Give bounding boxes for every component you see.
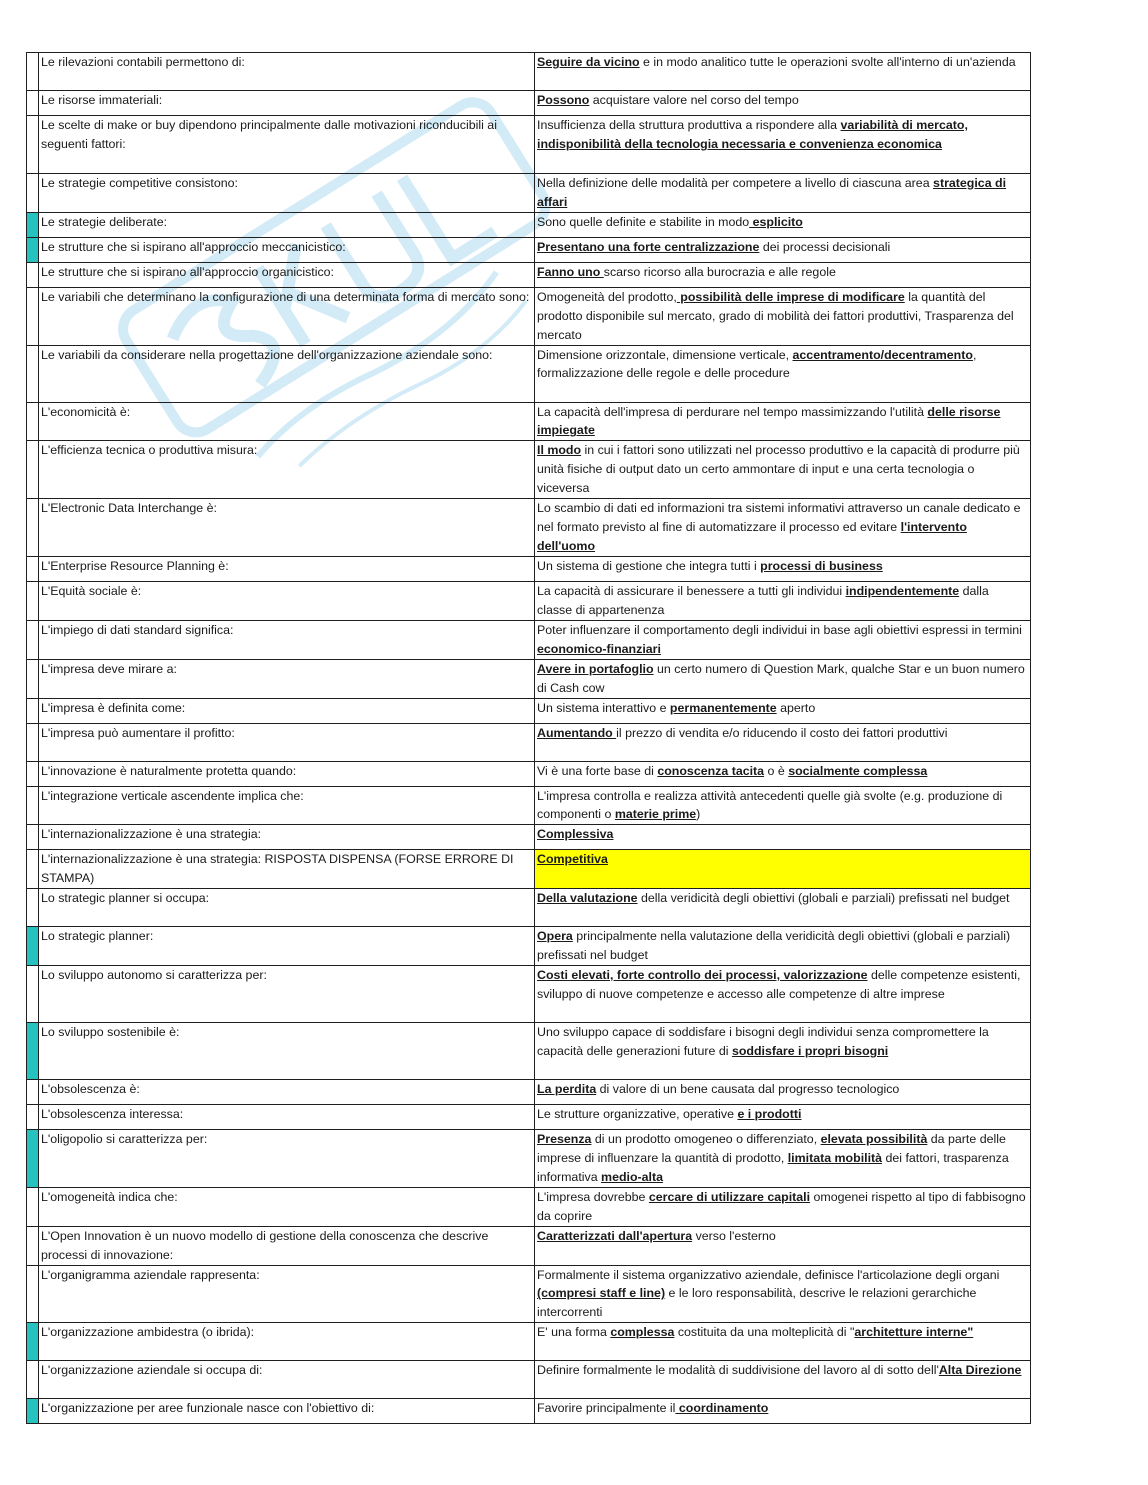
row-marker bbox=[27, 402, 39, 441]
answer-keyword: Presenza bbox=[537, 1131, 592, 1146]
answer-cell bbox=[535, 262, 1031, 287]
question-cell: L'internazionalizzazione è una strategia: bbox=[39, 825, 535, 850]
table-row bbox=[27, 1265, 1031, 1323]
answer-cell bbox=[535, 965, 1031, 1022]
row-marker bbox=[27, 698, 39, 723]
question-cell: L'impresa deve mirare a: bbox=[39, 659, 535, 698]
table-row bbox=[27, 441, 1031, 499]
answer-text: Lo scambio di dati ed informazioni tra sistemi informativi attraverso un canale dedicato e nel formato previsto al fine di automatizzare il processo ed evitare bbox=[537, 501, 1021, 535]
row-marker bbox=[27, 659, 39, 698]
table-row bbox=[27, 237, 1031, 262]
row-marker bbox=[27, 825, 39, 850]
question-cell: Lo strategic planner: bbox=[39, 927, 535, 966]
answer-cell bbox=[535, 889, 1031, 927]
row-marker bbox=[27, 761, 39, 786]
answer-text: Formalmente il sistema organizzativo aziendale, definisce l'articolazione degli organi bbox=[537, 1267, 1000, 1282]
table-row bbox=[27, 786, 1031, 825]
row-marker bbox=[27, 965, 39, 1022]
answer-keyword: Alta Direzione bbox=[938, 1363, 1022, 1378]
answer-keyword: Presentano una forte centralizzazione bbox=[537, 239, 760, 254]
answer-keyword: Il modo bbox=[537, 443, 582, 458]
question-cell: L'organizzazione per aree funzionale nasce con l'obiettivo di: bbox=[39, 1399, 535, 1424]
answer-text: Definire formalmente le modalità di suddivisione del lavoro al di sotto dell' bbox=[537, 1363, 939, 1378]
quiz-table-body bbox=[27, 53, 1031, 1424]
table-row bbox=[27, 174, 1031, 213]
answer-text: L'impresa controlla e realizza attività antecedenti quelle già svolte (e.g. produzione di componenti o bbox=[537, 788, 1003, 822]
answer-text: scarso ricorso alla burocrazia e alle regole bbox=[603, 264, 836, 279]
question-cell: Le scelte di make or buy dipendono principalmente dalle motivazioni riconducibili ai seguenti fattori: bbox=[39, 116, 535, 174]
answer-text: e le loro responsabilità, descrive le relazioni gerarchiche intercorrenti bbox=[537, 1286, 977, 1320]
row-marker bbox=[27, 1104, 39, 1129]
answer-text: Nella definizione delle modalità per competere a livello di ciascuna area bbox=[537, 176, 934, 190]
question-cell: L'efficienza tecnica o produttiva misura: bbox=[39, 441, 535, 499]
answer-keyword: coordinamento bbox=[675, 1401, 769, 1416]
table-row bbox=[27, 1323, 1031, 1361]
answer-text: , formalizzazione delle regole e delle procedure bbox=[537, 347, 977, 381]
answer-keyword: processi di business bbox=[760, 559, 883, 574]
question-cell: L'Open Innovation è un nuovo modello di gestione della conoscenza che descrive processi di innovazione: bbox=[39, 1226, 535, 1265]
answer-cell bbox=[535, 345, 1031, 402]
answer-cell bbox=[535, 1226, 1031, 1265]
answer-text: Favorire principalmente il bbox=[537, 1401, 676, 1416]
question-cell: L'impresa è definita come: bbox=[39, 698, 535, 723]
answer-keyword: socialmente complessa bbox=[788, 763, 928, 778]
answer-cell bbox=[535, 927, 1031, 966]
answer-text: della veridicità degli obiettivi (globali e parziali) prefissati nel budget bbox=[637, 891, 1010, 906]
answer-text: in cui i fattori sono utilizzati nel processo produttivo e la capacità di produrre più unità fisiche di output dato un certo ammontare di input e una certa tecnologia o viceversa bbox=[537, 443, 1020, 496]
quiz-table bbox=[26, 52, 1031, 1424]
table-row bbox=[27, 825, 1031, 850]
answer-text: Dimensione orizzontale, dimensione verticale, bbox=[537, 347, 793, 362]
answer-keyword: (compresi staff e line) bbox=[537, 1286, 666, 1301]
table-row bbox=[27, 698, 1031, 723]
question-cell: L'impresa può aumentare il profitto: bbox=[39, 723, 535, 761]
question-cell: Le strategie deliberate: bbox=[39, 212, 535, 237]
answer-cell bbox=[535, 1361, 1031, 1399]
question-cell: Le strutture che si ispirano all'approccio organicistico: bbox=[39, 262, 535, 287]
question-cell: Le strategie competitive consistono: bbox=[39, 174, 535, 213]
answer-cell bbox=[535, 174, 1031, 213]
table-row bbox=[27, 1361, 1031, 1399]
question-cell: L'internazionalizzazione è una strategia: RISPOSTA DISPENSA (FORSE ERRORE DI STAMPA) bbox=[39, 850, 535, 889]
table-row bbox=[27, 1129, 1031, 1187]
table-row bbox=[27, 582, 1031, 621]
answer-cell bbox=[535, 698, 1031, 723]
answer-text: e in modo analitico tutte le operazioni svolte all'interno di un'azienda bbox=[639, 55, 1016, 69]
row-marker bbox=[27, 850, 39, 889]
answer-keyword: economico-finanziari bbox=[537, 641, 661, 656]
answer-keyword: variabilità di mercato, indisponibilità della tecnologia necessaria e convenienza economica bbox=[537, 118, 968, 151]
answer-cell bbox=[535, 1022, 1031, 1079]
row-marker bbox=[27, 1361, 39, 1399]
answer-text: omogenei rispetto al tipo di fabbisogno da coprire bbox=[537, 1189, 1026, 1223]
question-cell: L'Equità sociale è: bbox=[39, 582, 535, 621]
table-row bbox=[27, 1399, 1031, 1424]
row-marker bbox=[27, 262, 39, 287]
question-cell: L'organizzazione aziendale si occupa di: bbox=[39, 1361, 535, 1399]
row-marker bbox=[27, 786, 39, 825]
question-cell: Lo sviluppo sostenibile è: bbox=[39, 1022, 535, 1079]
table-row bbox=[27, 1104, 1031, 1129]
answer-cell bbox=[535, 1265, 1031, 1323]
answer-cell bbox=[535, 1187, 1031, 1226]
answer-text: verso l'esterno bbox=[692, 1228, 776, 1243]
answer-keyword: Seguire da vicino bbox=[537, 55, 640, 69]
question-cell: Le risorse immateriali: bbox=[39, 91, 535, 116]
answer-keyword: Competitiva bbox=[537, 852, 608, 867]
table-row bbox=[27, 557, 1031, 582]
row-marker bbox=[27, 1187, 39, 1226]
answer-text: delle competenze esistenti, sviluppo di nuove competenze e accesso alle competenze di altre imprese bbox=[537, 967, 1021, 1001]
answer-keyword: indipendentemente bbox=[845, 584, 960, 599]
answer-text: dei fattori, trasparenza informativa bbox=[537, 1150, 1009, 1184]
row-marker-highlighted bbox=[27, 1323, 39, 1361]
answer-text: costituita da una molteplicità di " bbox=[674, 1325, 855, 1340]
table-row bbox=[27, 761, 1031, 786]
answer-text: un certo numero di Question Mark, qualche Star e un buon numero di Cash cow bbox=[537, 661, 1025, 695]
question-cell: Lo strategic planner si occupa: bbox=[39, 889, 535, 927]
row-marker bbox=[27, 174, 39, 213]
row-marker bbox=[27, 91, 39, 116]
answer-keyword: Fanno uno bbox=[537, 264, 604, 279]
row-marker-highlighted bbox=[27, 1022, 39, 1079]
answer-keyword: accentramento/decentramento bbox=[792, 347, 973, 362]
answer-text: Insufficienza della struttura produttiva a rispondere alla bbox=[537, 118, 841, 132]
answer-keyword: delle risorse impiegate bbox=[537, 404, 1001, 438]
answer-text: aperto bbox=[776, 700, 816, 715]
answer-cell bbox=[535, 287, 1031, 345]
answer-cell bbox=[535, 1399, 1031, 1424]
question-cell: L'omogeneità indica che: bbox=[39, 1187, 535, 1226]
table-row bbox=[27, 402, 1031, 441]
answer-keyword: limitata mobilità bbox=[787, 1150, 883, 1165]
answer-cell bbox=[535, 1129, 1031, 1187]
table-row bbox=[27, 723, 1031, 761]
answer-keyword: Aumentando bbox=[537, 725, 617, 740]
answer-cell bbox=[535, 212, 1031, 237]
answer-keyword: l'intervento dell'uomo bbox=[537, 520, 967, 554]
answer-keyword: architetture interne" bbox=[854, 1325, 974, 1340]
answer-keyword: Opera bbox=[537, 929, 573, 944]
answer-text: di valore di un bene causata dal progresso tecnologico bbox=[596, 1081, 900, 1096]
answer-text: Uno sviluppo capace di soddisfare i bisogni degli individui senza compromettere la capacità delle generazioni future di bbox=[537, 1024, 989, 1058]
row-marker bbox=[27, 620, 39, 659]
row-marker bbox=[27, 1265, 39, 1323]
answer-cell bbox=[535, 761, 1031, 786]
answer-keyword: Della valutazione bbox=[537, 891, 638, 906]
answer-cell bbox=[535, 786, 1031, 825]
table-row bbox=[27, 212, 1031, 237]
table-row bbox=[27, 499, 1031, 557]
answer-keyword: Avere in portafoglio bbox=[537, 661, 654, 676]
answer-keyword: esplicito bbox=[749, 214, 803, 229]
question-cell: L'integrazione verticale ascendente implica che: bbox=[39, 786, 535, 825]
row-marker-highlighted bbox=[27, 927, 39, 966]
answer-cell bbox=[535, 723, 1031, 761]
answer-cell bbox=[535, 499, 1031, 557]
table-row bbox=[27, 262, 1031, 287]
answer-text: La capacità dell'impresa di perdurare nel tempo massimizzando l'utilità bbox=[537, 404, 928, 419]
answer-cell bbox=[535, 825, 1031, 850]
answer-keyword: elevata possibilità bbox=[820, 1131, 928, 1146]
table-row bbox=[27, 53, 1031, 91]
answer-text: Un sistema di gestione che integra tutti i bbox=[537, 559, 761, 574]
question-cell: L'obsolescenza interessa: bbox=[39, 1104, 535, 1129]
answer-text: E' una forma bbox=[537, 1325, 611, 1340]
answer-keyword: Possono bbox=[537, 93, 590, 107]
answer-keyword: conoscenza tacita bbox=[657, 763, 765, 778]
answer-keyword: Complessiva bbox=[537, 827, 614, 842]
answer-cell bbox=[535, 441, 1031, 499]
answer-cell bbox=[535, 91, 1031, 116]
row-marker bbox=[27, 287, 39, 345]
question-cell: L'impiego di dati standard significa: bbox=[39, 620, 535, 659]
answer-cell bbox=[535, 53, 1031, 91]
question-cell: L'Enterprise Resource Planning è: bbox=[39, 557, 535, 582]
answer-cell bbox=[535, 1323, 1031, 1361]
answer-cell bbox=[535, 402, 1031, 441]
row-marker bbox=[27, 116, 39, 174]
row-marker bbox=[27, 723, 39, 761]
answer-keyword: permanentemente bbox=[669, 700, 777, 715]
table-row bbox=[27, 1226, 1031, 1265]
table-row bbox=[27, 287, 1031, 345]
table-row bbox=[27, 965, 1031, 1022]
answer-text: Poter influenzare il comportamento degli individui in base agli obiettivi espressi in termini bbox=[537, 622, 1022, 637]
answer-text: dei processi decisionali bbox=[759, 239, 891, 254]
answer-text: principalmente nella valutazione della veridicità degli obiettivi (globali e parziali) prefissati nel budget bbox=[537, 929, 1011, 963]
answer-text: Vi è una forte base di bbox=[537, 763, 658, 778]
row-marker bbox=[27, 1079, 39, 1104]
answer-text: Sono quelle definite e stabilite in modo bbox=[537, 214, 750, 229]
answer-keyword: complessa bbox=[610, 1325, 675, 1340]
answer-cell bbox=[535, 582, 1031, 621]
row-marker-highlighted bbox=[27, 1399, 39, 1424]
table-row bbox=[27, 659, 1031, 698]
question-cell: L'organizzazione ambidestra (o ibrida): bbox=[39, 1323, 535, 1361]
answer-cell bbox=[535, 1079, 1031, 1104]
row-marker bbox=[27, 499, 39, 557]
answer-keyword: strategica di affari bbox=[537, 176, 1007, 209]
answer-text: la quantità del prodotto disponibile sul mercato, grado di mobilità dei fattori produttivi, Trasparenza del mercato bbox=[537, 289, 1014, 342]
table-row bbox=[27, 345, 1031, 402]
answer-cell bbox=[535, 659, 1031, 698]
table-row bbox=[27, 1187, 1031, 1226]
answer-keyword: Costi elevati, forte controllo dei processi, valorizzazione bbox=[537, 967, 868, 982]
row-marker bbox=[27, 582, 39, 621]
question-cell: L'Electronic Data Interchange è: bbox=[39, 499, 535, 557]
answer-keyword: medio-alta bbox=[601, 1169, 664, 1184]
answer-text: da parte delle imprese di influenzare la quantità di prodotto, bbox=[537, 1131, 1006, 1165]
answer-keyword: soddisfare i propri bisogni bbox=[731, 1043, 889, 1058]
table-row bbox=[27, 620, 1031, 659]
answer-text: o è bbox=[764, 763, 789, 778]
answer-cell bbox=[535, 237, 1031, 262]
answer-cell bbox=[535, 557, 1031, 582]
answer-text: Le strutture organizzative, operative bbox=[537, 1106, 738, 1121]
question-cell: L'economicità è: bbox=[39, 402, 535, 441]
answer-keyword: cercare di utilizzare capitali bbox=[648, 1189, 811, 1204]
answer-text: di un prodotto omogeneo o differenziato, bbox=[591, 1131, 821, 1146]
table-row bbox=[27, 1022, 1031, 1079]
answer-cell bbox=[535, 850, 1031, 889]
answer-text: ) bbox=[696, 807, 701, 822]
table-row bbox=[27, 91, 1031, 116]
row-marker bbox=[27, 345, 39, 402]
answer-keyword: Caratterizzati dall'apertura bbox=[537, 1228, 693, 1243]
row-marker-highlighted bbox=[27, 1129, 39, 1187]
answer-text: Un sistema interattivo e bbox=[537, 700, 670, 715]
table-row bbox=[27, 927, 1031, 966]
answer-text: il prezzo di vendita e/o riducendo il costo dei fattori produttivi bbox=[616, 725, 948, 740]
answer-keyword: La perdita bbox=[537, 1081, 597, 1096]
question-cell: L'obsolescenza è: bbox=[39, 1079, 535, 1104]
answer-cell bbox=[535, 620, 1031, 659]
answer-text: acquistare valore nel corso del tempo bbox=[589, 93, 799, 107]
answer-cell bbox=[535, 1104, 1031, 1129]
question-cell: L'organigramma aziendale rappresenta: bbox=[39, 1265, 535, 1323]
answer-text: La capacità di assicurare il benessere a tutti gli individui bbox=[537, 584, 846, 599]
question-cell: L'oligopolio si caratterizza per: bbox=[39, 1129, 535, 1187]
row-marker bbox=[27, 889, 39, 927]
answer-keyword: e i prodotti bbox=[737, 1106, 802, 1121]
row-marker bbox=[27, 441, 39, 499]
question-cell: L'innovazione è naturalmente protetta quando: bbox=[39, 761, 535, 786]
row-marker bbox=[27, 1226, 39, 1265]
answer-text: dalla classe di appartenenza bbox=[537, 584, 989, 617]
question-cell: Le variabili da considerare nella progettazione dell'organizzazione aziendale sono: bbox=[39, 345, 535, 402]
row-marker-highlighted bbox=[27, 212, 39, 237]
row-marker-highlighted bbox=[27, 237, 39, 262]
question-cell: Le rilevazioni contabili permettono di: bbox=[39, 53, 535, 91]
question-cell: Lo sviluppo autonomo si caratterizza per: bbox=[39, 965, 535, 1022]
table-row bbox=[27, 1079, 1031, 1104]
answer-cell bbox=[535, 116, 1031, 174]
row-marker bbox=[27, 557, 39, 582]
answer-text: Omogeneità del prodotto, bbox=[537, 289, 677, 304]
table-row bbox=[27, 850, 1031, 889]
question-cell: Le strutture che si ispirano all'approccio meccanicistico: bbox=[39, 237, 535, 262]
answer-keyword: materie prime bbox=[614, 807, 697, 822]
table-row bbox=[27, 116, 1031, 174]
row-marker bbox=[27, 53, 39, 91]
question-cell: Le variabili che determinano la configurazione di una determinata forma di mercato sono: bbox=[39, 287, 535, 345]
answer-keyword: possibilità delle imprese di modificare bbox=[676, 289, 905, 304]
answer-text: L'impresa dovrebbe bbox=[537, 1189, 649, 1204]
table-row bbox=[27, 889, 1031, 927]
